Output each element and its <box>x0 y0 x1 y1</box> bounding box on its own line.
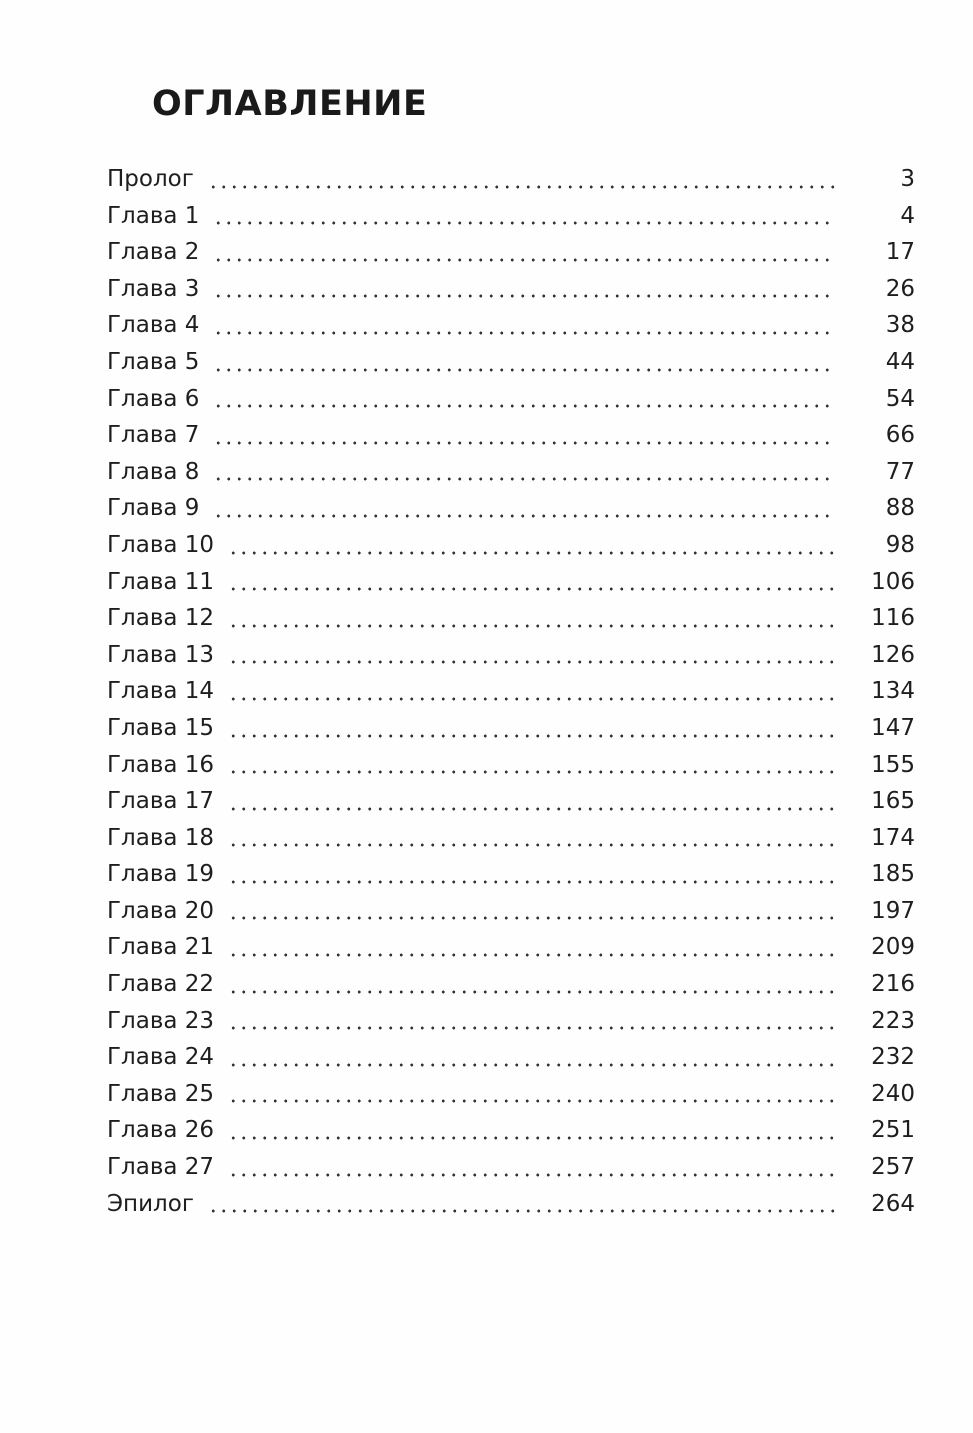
toc-entry <box>107 1076 915 1113</box>
toc-entry <box>107 637 915 674</box>
toc-entry-label: Глава 26 <box>107 1117 215 1144</box>
dot-leader <box>228 734 836 738</box>
dot-leader <box>213 477 836 481</box>
toc-entry-page-number: 223 <box>871 1007 915 1034</box>
toc-entry <box>107 417 915 454</box>
toc-entry-label: Глава 10 <box>107 531 215 558</box>
dot-leader <box>228 770 836 774</box>
toc-entry-label: Глава 3 <box>107 275 200 302</box>
toc-entry <box>107 490 915 527</box>
toc-entry-label: Пролог <box>107 166 194 192</box>
toc-entry <box>107 820 915 857</box>
dot-leader <box>228 587 836 591</box>
toc-entry-page-number: 126 <box>871 641 915 668</box>
toc-entry-page-number: 66 <box>885 422 915 449</box>
toc-entry-label: Глава 11 <box>107 568 215 595</box>
toc-entry-page-number: 209 <box>871 934 915 961</box>
toc-entry <box>107 234 915 271</box>
dot-leader <box>228 1026 836 1030</box>
dot-leader <box>228 551 836 555</box>
dot-leader <box>213 514 836 518</box>
toc-entry <box>107 527 915 564</box>
toc-entry-label: Глава 16 <box>107 751 215 778</box>
toc-entry-page-number: 240 <box>871 1080 915 1107</box>
toc-entry-label: Глава 25 <box>107 1080 215 1107</box>
toc-entry <box>107 271 915 308</box>
toc-entry <box>107 161 915 198</box>
dot-leader <box>228 697 836 701</box>
dot-leader <box>213 441 836 445</box>
toc-entry <box>107 600 915 637</box>
toc-entry-label: Глава 21 <box>107 934 215 961</box>
dot-leader <box>213 294 836 298</box>
toc-entry-label: Глава 23 <box>107 1007 215 1034</box>
dot-leader <box>228 843 836 847</box>
dot-leader <box>228 807 836 811</box>
table-of-contents <box>107 161 915 1222</box>
toc-entry <box>107 1003 915 1040</box>
toc-entry-page-number: 165 <box>871 788 915 815</box>
toc-entry-page-number: 116 <box>871 605 915 632</box>
toc-entry-page-number: 54 <box>885 385 915 412</box>
dot-leader <box>228 916 836 920</box>
toc-entry-label: Глава 18 <box>107 824 215 851</box>
toc-entry-page-number: 17 <box>885 239 915 266</box>
toc-entry-label: Глава 17 <box>107 788 215 815</box>
toc-entry <box>107 747 915 784</box>
toc-entry <box>107 1149 915 1186</box>
toc-entry-label: Глава 1 <box>107 202 200 229</box>
toc-entry-page-number: 26 <box>885 275 915 302</box>
dot-leader <box>228 660 836 664</box>
dot-leader <box>228 624 836 628</box>
dot-leader <box>213 404 836 408</box>
toc-entry <box>107 1186 915 1223</box>
toc-entry-label: Глава 5 <box>107 348 200 375</box>
page-title: ОГЛАВЛЕНИЕ <box>152 84 428 124</box>
toc-entry-label: Глава 9 <box>107 495 200 522</box>
dot-leader <box>228 1173 836 1177</box>
toc-entry-page-number: 185 <box>871 861 915 888</box>
toc-entry-label: Глава 27 <box>107 1154 215 1181</box>
dot-leader <box>228 1136 836 1140</box>
toc-entry-page-number: 134 <box>871 678 915 705</box>
dot-leader <box>228 1099 836 1103</box>
toc-entry <box>107 564 915 601</box>
toc-entry <box>107 673 915 710</box>
toc-entry <box>107 783 915 820</box>
toc-entry-page-number: 264 <box>871 1190 915 1217</box>
dot-leader <box>208 185 836 189</box>
dot-leader <box>213 368 836 372</box>
toc-entry-label: Глава 7 <box>107 422 200 449</box>
toc-entry <box>107 307 915 344</box>
toc-entry-label: Глава 24 <box>107 1044 215 1071</box>
dot-leader <box>228 953 836 957</box>
toc-entry <box>107 893 915 930</box>
dot-leader <box>208 1209 836 1213</box>
toc-entry-page-number: 77 <box>885 458 915 485</box>
dot-leader <box>228 880 836 884</box>
toc-entry-label: Глава 14 <box>107 678 215 705</box>
toc-entry-page-number: 3 <box>900 166 915 192</box>
toc-entry-page-number: 106 <box>871 568 915 595</box>
dot-leader <box>213 258 836 262</box>
dot-leader <box>228 1063 836 1067</box>
toc-entry-page-number: 147 <box>871 714 915 741</box>
toc-entry-page-number: 4 <box>900 202 915 229</box>
dot-leader <box>213 221 836 225</box>
toc-entry-page-number: 88 <box>885 495 915 522</box>
toc-entry <box>107 856 915 893</box>
toc-entry-page-number: 197 <box>871 897 915 924</box>
toc-entry-page-number: 38 <box>885 312 915 339</box>
toc-entry <box>107 454 915 491</box>
dot-leader <box>228 990 836 994</box>
toc-entry-label: Глава 15 <box>107 714 215 741</box>
toc-entry-label: Глава 19 <box>107 861 215 888</box>
toc-entry <box>107 344 915 381</box>
toc-entry-label: Глава 13 <box>107 641 215 668</box>
toc-entry-page-number: 98 <box>885 531 915 558</box>
toc-entry <box>107 198 915 235</box>
toc-entry-label: Глава 22 <box>107 971 215 998</box>
toc-entry <box>107 929 915 966</box>
toc-entry-label: Глава 12 <box>107 605 215 632</box>
toc-entry-page-number: 216 <box>871 971 915 998</box>
toc-entry-label: Глава 4 <box>107 312 200 339</box>
toc-entry <box>107 1039 915 1076</box>
toc-entry-page-number: 155 <box>871 751 915 778</box>
toc-entry-label: Глава 8 <box>107 458 200 485</box>
toc-entry-page-number: 174 <box>871 824 915 851</box>
toc-entry <box>107 966 915 1003</box>
toc-entry-page-number: 44 <box>885 348 915 375</box>
toc-entry <box>107 381 915 418</box>
toc-entry-page-number: 257 <box>871 1154 915 1181</box>
toc-entry-page-number: 251 <box>871 1117 915 1144</box>
dot-leader <box>213 331 836 335</box>
toc-entry-label: Глава 20 <box>107 897 215 924</box>
toc-entry-label: Глава 2 <box>107 239 200 266</box>
toc-entry <box>107 710 915 747</box>
toc-entry-page-number: 232 <box>871 1044 915 1071</box>
toc-entry-label: Эпилог <box>107 1190 194 1217</box>
toc-entry-label: Глава 6 <box>107 385 200 412</box>
toc-entry <box>107 1112 915 1149</box>
